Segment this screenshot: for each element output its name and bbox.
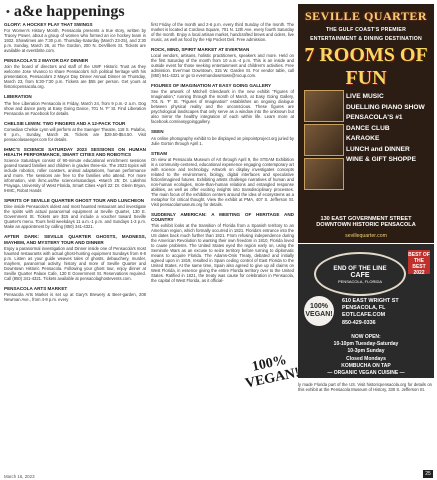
article-heading: SPIRITS OF SEVILLE QUARTER GHOST TOUR AND LUNCHEON — [4, 198, 145, 204]
eotl-contact-info — [342, 298, 430, 327]
article-body: ly made Florida part of the US. Visit historicpensacola.org for details on this exhibit at the Pensacola Museum of History, 330 S. Jefferson St. — [298, 382, 432, 392]
article-body: Science Saturdays consist of 90-minute educational enrichment sessions geared toward families and children in grades three-six. The 2023 topics will include robotics, roller coasters, animal adaptations, human performance and more. The sessions are free to the families who attend. For more information, visit ihmc.us/the science/saturdays. •March 25: Dr. Lakshmi Prayaga, University of West Florida, Smart Cities •April 22: Dr. Glenn Bryan, IHMC, Robot Hands — [4, 158, 146, 194]
seville-room: LUNCH and DINNER — [346, 145, 410, 153]
article-body: Comedian Chelsie Lynn will perform at the Saenger Theatre, 118 S. Palafox, 8 p.m., Sunday, March 26. Tickets are $29.50-$54.50. Visit pensacolasaenger.com for details. — [4, 126, 146, 142]
article — [298, 382, 432, 392]
eotl-name: END OF THE LINE — [333, 264, 387, 272]
eotl-kombucha: KOMBUCHA ON TAP — [341, 362, 391, 369]
eotl-logo-badge — [314, 252, 406, 296]
best-of-badge: BEST OF THE BEST 2022 — [408, 252, 430, 276]
seville-room: DANCE CLUB — [346, 124, 390, 132]
article-body: first Friday of the month and 2-6 p.m. every third Sunday of the month. The market is located at Cordova Square, 701 N. 12th Ave. every fourth Saturday of the month. Enjoy a local artisan market, handcrafted brews and ciders, live music, as well as food by the Hip Pocket Deli. Free admission. — [151, 22, 294, 42]
eotl-hours-2: 10-3pm Sunday — [347, 348, 385, 355]
article — [4, 198, 146, 229]
article-heading: SEEN — [151, 129, 164, 135]
article-body: Join the board of directors and staff of the UWF Historic Trust as they welcome Jose Vivanco to share Pensacola's rich political heritage with his presentation, Pensacola's 2 Mayor Day Dinner Annual Dinner on Thursday, March 23, from 5:30-7:30 p.m. Tickets are $55 per person. Get yours at historicpensacola.org. — [4, 64, 146, 90]
eotl-cafe: CAFE — [350, 271, 370, 279]
end-of-the-line-ad[interactable] — [298, 244, 434, 378]
article — [4, 121, 146, 142]
eotl-hours-1: 10-10pm Tuesday-Saturday — [333, 341, 399, 348]
article-heading: FIGURES OF IMAGINATION AT EASY GOING GALLERY — [151, 83, 272, 89]
article — [151, 129, 294, 145]
article — [151, 83, 294, 124]
seville-address-line-2: DOWNTOWN HISTORIC PENSACOLA — [316, 222, 416, 229]
article — [151, 22, 294, 42]
article-heading: ROCK, MIND, SPIRIT MARKET AT EVER'MAN — [151, 47, 250, 52]
article-body: Dine inside Pensacola's oldest and most haunted restaurant and investigate the spirits with actual paranormal equipment at Seville Quarter, 130 E. Government St. Tickets are $15 and include a voucher toward Seville Quarter's menu. Tours held weekdays 11 a.m.-1 p.m. and Sundays 1-3 p.m. Make an appointment by calling (850) 341-4321. — [4, 204, 146, 230]
article-heading: STEAM — [151, 150, 168, 156]
article-body: An online photography exhibit to be displayed on pinpointproject.org juried by Julie Gorton through April 1. — [151, 135, 294, 146]
eotl-website-link[interactable]: EOTLCAFE.COM — [342, 312, 386, 319]
seville-room: LIVE MUSIC — [346, 93, 384, 100]
article-heading: GLORY: A HOCKEY PLAY THAT SWINGS — [4, 22, 93, 27]
seville-room: DUELLING PIANO SHOW — [346, 103, 425, 111]
article — [4, 94, 146, 115]
vegan-seal: 100% VEGAN! — [304, 296, 334, 326]
article — [151, 151, 294, 207]
article-heading: SUDDENLY AMERICAN: A MEETING OF HERITAGE AND COUNTRY — [151, 211, 294, 223]
seville-photos — [304, 90, 344, 184]
article-heading: AFTER DARK: SEVILLE QUARTER GHOSTS, MADNESS, MAYHEM, AND MYSTERY TOUR AND DINNER — [4, 234, 146, 245]
article-body: Pensacola Arts Market is set up at Gary's Brewery & Beer-garden, 208 Newman Ave., from 4-9 p.m. every — [4, 292, 146, 303]
eotl-address-2: PENSACOLA, FL — [342, 305, 386, 312]
article — [4, 286, 146, 302]
seville-photo — [304, 90, 344, 122]
article-heading: IHMC'S SCIENCE SATURDAY 2023 SESSIONS ON HUMAN HEALTH PERFORMANCE, SMART CITIES AND ROBOTICS — [4, 146, 146, 158]
column-3 — [298, 382, 432, 397]
article-body: This exhibit looks at the transition of Florida from a Spanish territory to an American region, which formally occurred in 1821. Florida's entrance into the US dates back much further than 1821. From refusing independence during the American Revolution to wanting their own freedom in 1810, Florida loved to cause problems. The United States eyed the region early on, using the Seminole Wars as an excuse to seize territory before turning to diplomatic means to acquire Florida. The Adams-Onis Treaty, debated and initially agreed upon in 1819, resulted in Spain ceding control of East Florida to the United States. At the same time, Spain also agreed to give up all claims on West Florida, in essence giving the entire Florida territory over to the United States. Ratified in 1821, the treaty was cause for celebration in Pensacola, the capital of West Florida, as it official- — [151, 223, 294, 284]
seville-headline: 7 ROOMS OF FUN — [304, 44, 428, 89]
issue-date: March 16, 2023 — [4, 474, 35, 479]
seville-photo — [304, 124, 344, 156]
article-body: See the artwork of Mitchell Glendwork in the new exhibit "Figures of Imagination," running through the month of March, at Easy Going Gallery, 701 N. 'F' St. "Figures of Imagination" establishes an ongoing dialogue between physical reality and the unconscious. These figures are psychological landscapes that only serve as a window into the unknown but also mirror the healthy integration of each within life. Learn more at facebook.com/easygoinggallery. — [151, 89, 294, 125]
seville-tagline-2: ENTERTAINMENT & DINING DESTINATION — [310, 36, 422, 42]
column-2 — [151, 22, 294, 288]
article-heading: CHELSIE LEWIN: TWO FINGERS AND A 12-PACK TOUR — [4, 120, 126, 126]
article-body: On view at Pensacola Museum of Art through April 9, the STEAM Exhibition is a community-centered, educational experience engaging contemporary art with science and technology. Artwork on display investigates concepts related to the environment, biology, digital interfaces and speculative fiction/imagined futures. Exhibiting artists challenge narratives of human and non-human ecologies, more-than-human relations and entangled response abilities, as well as offer exciting insights into transdisciplinary processes. The main focus of the exhibition centers around the idea of ecosystems as a metaphor for critical thought. View the exhibit at PMA, 407 S. Jefferson St. Visit pensacolamuseum.org for details. — [151, 156, 294, 207]
seville-room: PENSACOLA'S #1 — [346, 114, 403, 121]
seville-quarter-ad[interactable] — [298, 4, 434, 243]
seville-logo: SEVILLE QUARTER — [304, 8, 428, 23]
seville-room: WINE & GIFT SHOPPE — [346, 156, 416, 163]
article-heading: LIBERATION — [4, 94, 32, 100]
header-bullet: • — [6, 6, 10, 18]
vegan-stamp: 100% VEGAN! — [243, 352, 302, 392]
eotl-address-1: 610 EAST WRIGHT ST — [342, 298, 399, 304]
page-number: 25 — [423, 470, 433, 478]
article — [151, 47, 294, 78]
article — [4, 147, 146, 193]
seville-room: KARAOKE — [346, 135, 380, 142]
eotl-hours — [302, 334, 430, 377]
article-heading: PENSACOLA ARTS MARKET — [4, 285, 68, 291]
article-body: For Women's History Month, Pensacola presents a true story, written by Tracey Power, about a group of women who formed an ice hockey team in 1932. Showtimes are 7:30 p.m. Thursday-Saturday (March 23-25), and 2:30 p.m. Sunday, March 26, at The Gordon, 200 N. DeVilliers St. Tickets are available at eventbrite.com. — [4, 28, 146, 54]
seville-address-line-1: 130 EAST GOVERNMENT STREET — [320, 215, 412, 222]
article — [4, 58, 146, 89]
section-title: a&e happenings — [13, 3, 125, 20]
seville-address — [298, 216, 434, 229]
article-body: The free Liberation Pensacola is Friday, March 24, from 9 p.m.-2 a.m. Dog show and dance party at Easy Going Dance, 701 N. 'F' St. Find Liberation Pensacola on Facebook for details. — [4, 100, 146, 116]
eotl-location: PENSACOLA, FLORIDA — [337, 278, 382, 284]
article — [4, 234, 146, 280]
column-1 — [4, 22, 146, 307]
article-body: Enjoy a paranormal investigation and Dinner inside one of Pensacola's most haunted restaurants with actual ghost-hunting equipment Sundays from 6-8 p.m. Listen as your guide weaves tales of ghosts, debauchery, murder, mayhem, paranormal activity, history and more of Seville Quarter and Downtown Historic Pensacola. Following your ghost tour, enjoy dinner at Seville Quarter Palace Cafe, 130 E Government St. Reservations required. Call (850) 341-4321. Tickets available at pensacolaghostevents.com. — [4, 245, 146, 281]
article — [4, 22, 146, 53]
seville-website-link[interactable]: sevillequarter.com — [345, 233, 387, 239]
article — [151, 212, 294, 283]
seville-tagline-1: THE GULF COAST'S PREMIER — [325, 27, 407, 33]
eotl-open-label: NOW OPEN: — [351, 334, 381, 340]
article-body: Local vendors, artisans, holistic practitioners, speakers and more. Held on the first Saturday of the month from 10 a.m.-4 p.m. This is an inside and outside event for those seeking entertainment and children's activities. Free admission. Ever'man Downtown, 315 W. Garden St. For vendor table, call (850) 941-4321 or go to evermandowntown@rocup.com. — [151, 53, 294, 79]
eotl-phone[interactable]: 850-429-0336 — [342, 319, 376, 326]
seville-photo — [304, 158, 344, 190]
eotl-organic-tag: — ORGANIC VEGAN CUISINE — — [327, 370, 405, 377]
eotl-hours-3: Closed Mondays — [346, 355, 386, 362]
article-heading: PENSACOLA'S 2 MAYOR DAY DINNER — [4, 58, 89, 64]
